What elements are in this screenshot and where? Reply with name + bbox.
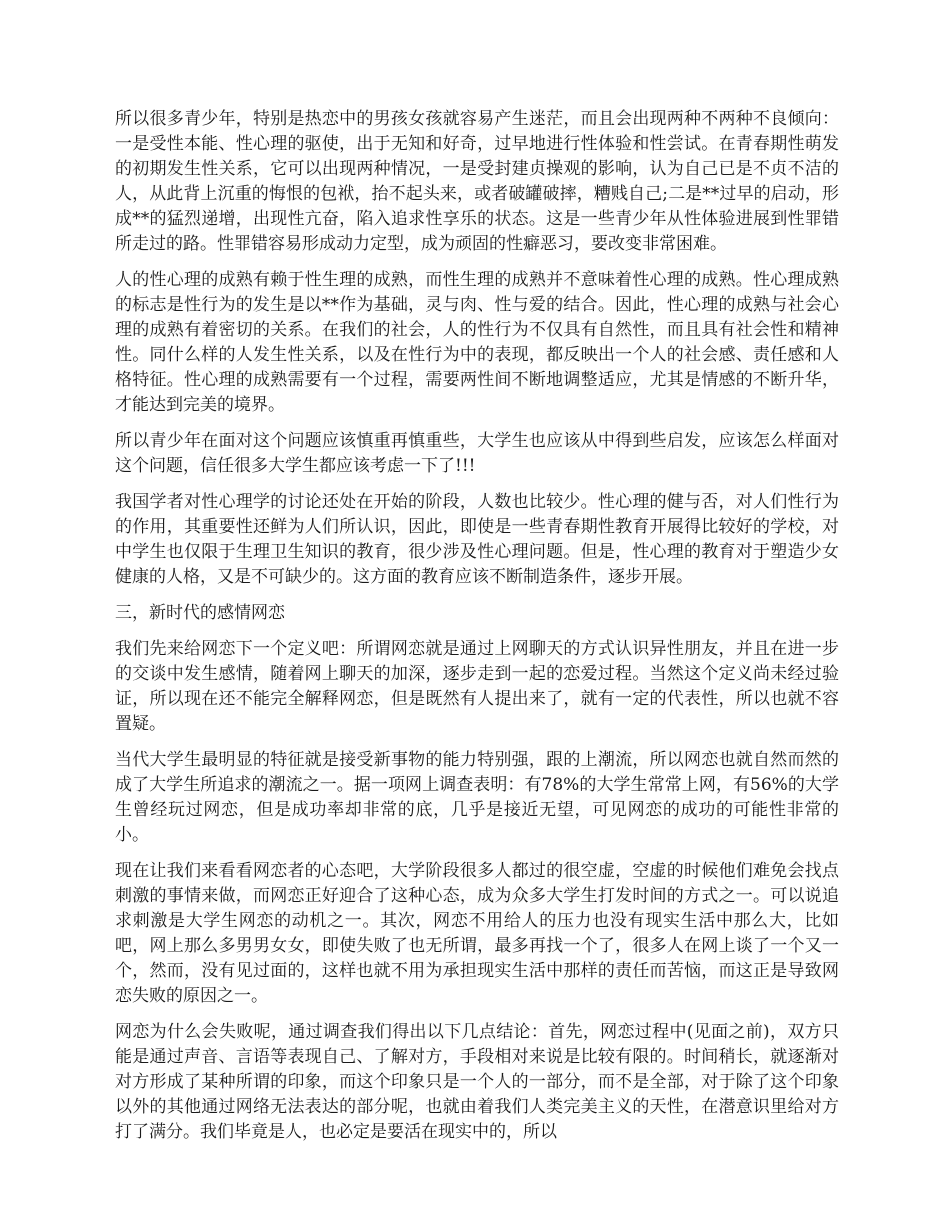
document-body <box>115 107 839 1156</box>
paragraph-4: 我国学者对性心理学的讨论还处在开始的阶段，人数也比较少。性心理的健与否，对人们性行为的作用，其重要性还鲜为人们所认识，因此，即使是一些青春期性教育开展得比较好的学校，对中学生也仅限于生理卫生知识的教育，很少涉及性心理问题。但是，性心理的教育对于塑造少女健康的人格，又是不可缺少的。这方面的教育应该不断制造条件，逐步开展。 <box>115 492 839 587</box>
paragraph-1: 所以很多青少年，特别是热恋中的男孩女孩就容易产生迷茫，而且会出现两种不两种不良倾向：一是受性本能、性心理的驱使，出于无知和好奇，过早地进行性体验和性尝试。在青春期性萌发的初期发生性关系，它可以出现两种情况，一是受封建贞操观的影响，认为自己已是不贞不洁的人，从此背上沉重的悔恨的包袱，抬不起头来，或者破罐破摔，糟贱自己;二是**过早的启动，形成**的猛烈递增，出现性亢奋，陷入追求性享乐的状态。这是一些青少年从性体验进展到性罪错所走过的路。性罪错容易形成动力定型，成为顽固的性癖恶习，要改变非常困难。 <box>115 109 839 254</box>
section-heading: 三，新时代的感情网恋 <box>115 603 285 623</box>
paragraph-6: 当代大学生最明显的特征就是接受新事物的能力特别强，跟的上潮流，所以网恋也就自然而然的成了大学生所追求的潮流之一。据一项网上调查表明：有78%的大学生常常上网，有56%的大学生曾经玩过网恋，但是成功率却非常的底，几乎是接近无望，可见网恋的成功的可能性非常的小。 <box>115 750 839 845</box>
paragraph-7: 现在让我们来看看网恋者的心态吧，大学阶段很多人都过的很空虚，空虚的时候他们难免会找点刺激的事情来做，而网恋正好迎合了这种心态，成为众多大学生打发时间的方式之一。可以说追求刺激是大学生网恋的动机之一。其次，网恋不用给人的压力也没有现实生活中那么大，比如吧，网上那么多男男女女，即使失败了也无所谓，最多再找一个了，很多人在网上谈了一个又一个，然而，没有见过面的，这样也就不用为承担现实生活中那样的责任而苦恼，而这正是导致网恋失败的原因之一。 <box>115 861 839 1006</box>
paragraph-8: 网恋为什么会失败呢，通过调查我们得出以下几点结论：首先，网恋过程中(见面之前)，双方只能是通过声音、言语等表现自己、了解对方，手段相对来说是比较有限的。时间稍长，就逐渐对对方形成了某种所谓的印象，而这个印象只是一个人的一部分，而不是全部，对于除了这个印象以外的其他通过网络无法表达的部分呢，也就由着我们人类完美主义的天性，在潜意识里给对方打了满分。我们毕竟是人，也必定是要活在现实中的，所以 <box>115 1022 839 1142</box>
paragraph-2: 人的性心理的成熟有赖于性生理的成熟，而性生理的成熟并不意味着性心理的成熟。性心理成熟的标志是性行为的发生是以**作为基础，灵与肉、性与爱的结合。因此，性心理的成熟与社会心理的成熟有着密切的关系。在我们的社会，人的性行为不仅具有自然性，而且具有社会性和精神性。同什么样的人发生性关系，以及在性行为中的表现，都反映出一个人的社会感、责任感和人格特征。性心理的成熟需要有一个过程，需要两性间不断地调整适应，尤其是情感的不断升华，才能达到完美的境界。 <box>115 270 839 415</box>
paragraph-5: 我们先来给网恋下一个定义吧：所谓网恋就是通过上网聊天的方式认识异性朋友，并且在进一步的交谈中发生感情，随着网上聊天的加深，逐步走到一起的恋爱过程。当然这个定义尚未经过验证，所以现在还不能完全解释网恋，但是既然有人提出来了，就有一定的代表性，所以也就不容置疑。 <box>115 639 839 734</box>
paragraph-3: 所以青少年在面对这个问题应该慎重再慎重些，大学生也应该从中得到些启发，应该怎么样面对这个问题，信任很多大学生都应该考虑一下了!!! <box>115 431 839 476</box>
